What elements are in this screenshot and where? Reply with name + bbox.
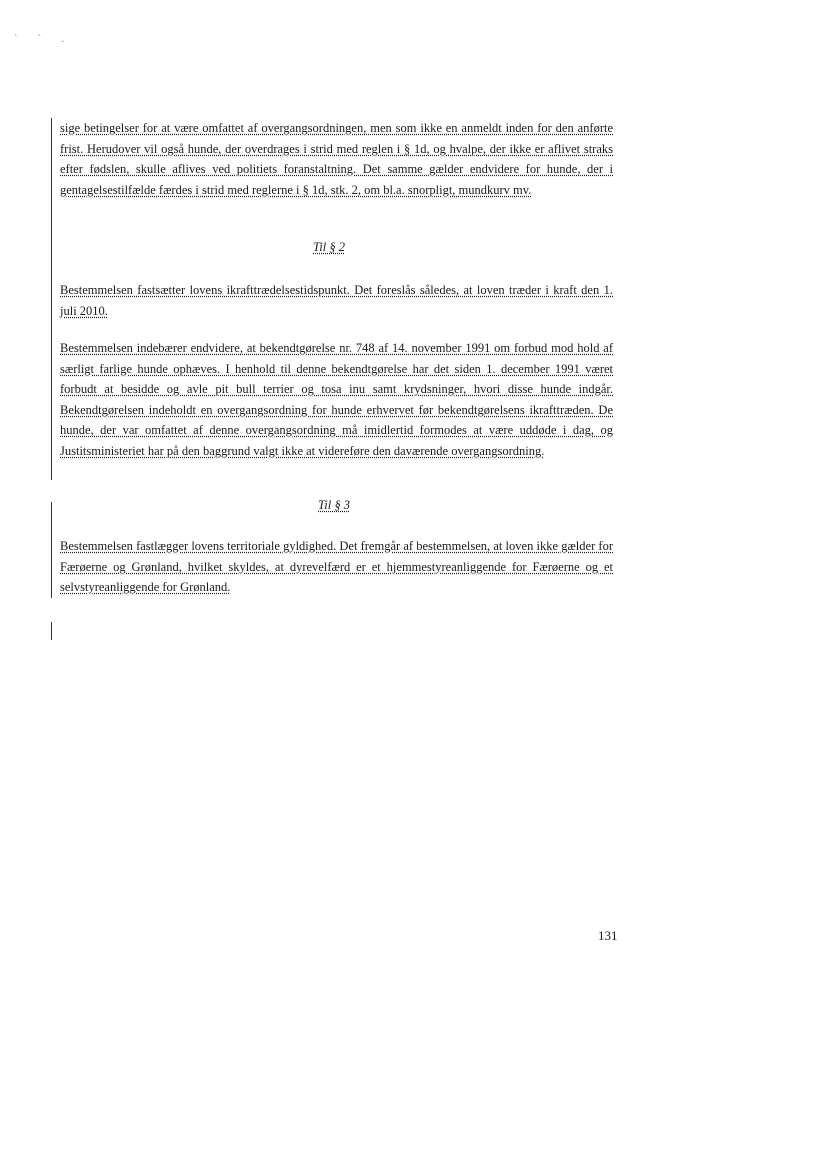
paragraph-section-2-commencement: Bestemmelsen fastsætter lovens ikrafttrædelsestidspunkt. Det foreslås således, at loven træder i kraft den 1. juli 2010. (60, 283, 613, 318)
scan-corner-marks: ` ` . (14, 34, 74, 45)
margin-change-bar (51, 118, 52, 480)
margin-change-bar (51, 502, 52, 598)
heading-section-2: Til § 2 (313, 240, 345, 254)
page-number: 131 (598, 928, 618, 943)
margin-change-bar (51, 622, 52, 640)
paragraph-intro: sige betingelser for at være omfattet af overgangsordningen, men som ikke en anmeldt inden for den anførte frist. Herudover vil også hunde, der overdrages i strid med reglen i § 1d, og hvalpe, der ikke er aflivet straks efter fødslen, skulle aflives ved politiets foranstaltning. Det samme gælder endvidere for hunde, der i gentagelsestilfælde færdes i strid med reglerne i § 1d, stk. 2, om bl.a. snorpligt, mundkurv mv. (60, 121, 613, 197)
heading-section-3: Til § 3 (318, 498, 350, 512)
paragraph-section-3: Bestemmelsen fastlægger lovens territoriale gyldighed. Det fremgår af bestemmelsen, at loven ikke gælder for Færøerne og Grønland, hvilket skyldes, at dyrevelfærd er et hjemmestyreanliggende for Færøerne og et selvstyreanliggende for Grønland. (60, 539, 613, 594)
paragraph-section-2-repeal: Bestemmelsen indebærer endvidere, at bekendtgørelse nr. 748 af 14. november 1991 om forbud mod hold af særligt farlige hunde ophæves. I henhold til denne bekendtgørelse har det siden 1. december 1991 været forbudt at besidde og avle pit bull terrier og tosa inu samt krydsninger, hvori disse hunde indgår. Bekendtgørelsen indeholdt en overgangsordning for hunde erhvervet før bekendtgørelsens ikrafttræden. De hunde, der var omfattet af denne overgangsordning må imidlertid formodes at være uddøde i dag, og Justitsministeriet har på den baggrund valgt ikke at videreføre den daværende overgangsordning. (60, 341, 613, 458)
